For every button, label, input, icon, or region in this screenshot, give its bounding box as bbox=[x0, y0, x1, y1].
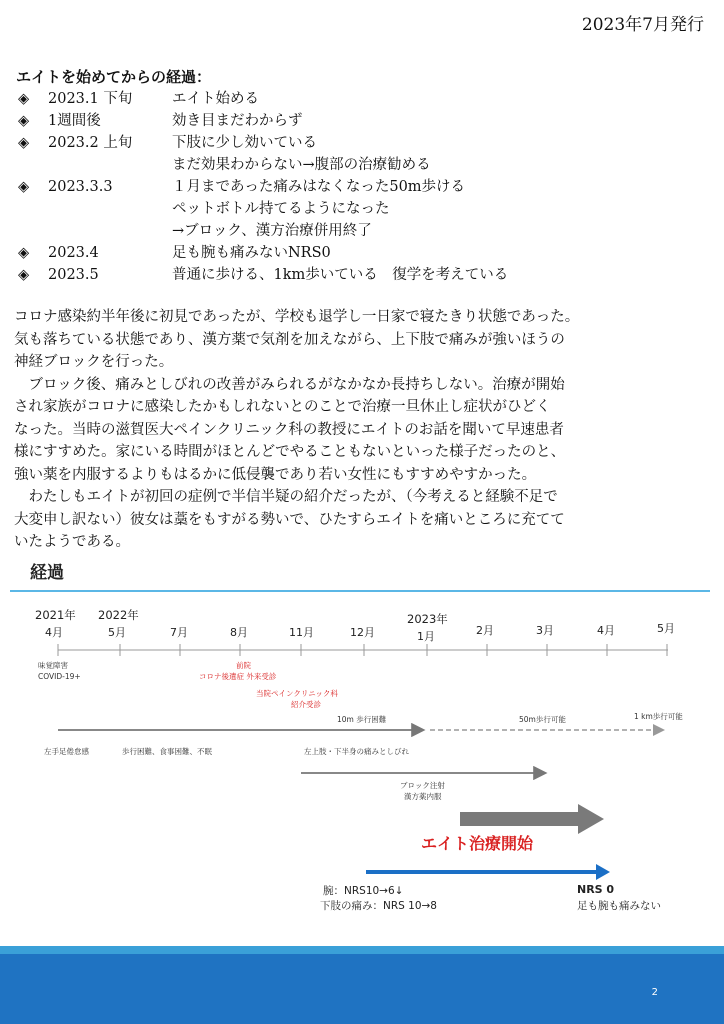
year-label: 2023年 bbox=[407, 612, 448, 626]
event-walk-1km: 1 km歩行可能 bbox=[634, 712, 683, 721]
entry-text: 効き目まだわからず bbox=[172, 113, 303, 129]
footer-accent-bar bbox=[0, 946, 724, 954]
entry-text-continued: ペットボトル持てるようになった bbox=[172, 201, 390, 217]
no-pain-label: 足も腕も痛みない bbox=[577, 900, 661, 912]
month-label: 11月 bbox=[289, 626, 314, 639]
event-numbness: 左上肢・下半身の痛みとしびれ bbox=[304, 747, 409, 756]
entry-text-continued: →ブロック、漢方治療併用終了 bbox=[172, 223, 372, 239]
paragraph-line: 大変申し訳ない）彼女は藁をもすがる勢いで、ひたすらエイトを痛いところに充てて bbox=[14, 511, 565, 528]
paragraph-line: 神経ブロックを行った。 bbox=[14, 354, 174, 370]
entry-text: 下肢に少し効いている bbox=[172, 135, 317, 151]
month-label: 7月 bbox=[170, 626, 188, 639]
event-walk-difficulty: 歩行困難、食事困難、不眠 bbox=[122, 747, 212, 756]
timeline-heading: エイトを始めてからの経過： bbox=[16, 68, 212, 86]
month-label: 2月 bbox=[476, 624, 494, 637]
month-label: 4月 bbox=[597, 624, 615, 637]
paragraph-line: コロナ感染約半年後に初見であったが、学校も退学し一日家で寝たきり状態であった。 bbox=[14, 309, 580, 325]
month-label: 4月 bbox=[45, 626, 63, 639]
page-number: 2 bbox=[651, 987, 658, 998]
paragraph-line: わたしもエイトが初回の症例で半信半疑の紹介だったが、（今考えると経験不足で bbox=[14, 489, 558, 505]
entry-text: 普通に歩ける、1km歩いている 復学を考えている bbox=[172, 267, 509, 283]
event-kampo: 漢方薬内服 bbox=[404, 792, 442, 801]
month-label: 8月 bbox=[230, 626, 248, 639]
diamond-bullet-icon: ◈ bbox=[18, 267, 30, 283]
event-walk-10m: 10m 歩行困難 bbox=[337, 715, 387, 724]
eight-therapy-start-label: エイト治療開始 bbox=[421, 834, 534, 853]
month-label: 5月 bbox=[657, 622, 675, 635]
diamond-bullet-icon: ◈ bbox=[18, 113, 30, 129]
event-leg-heavy: 左手足倦怠感 bbox=[44, 747, 89, 756]
diamond-bullet-icon: ◈ bbox=[18, 179, 30, 195]
event-taste: 味覚障害 bbox=[38, 661, 68, 670]
year-label: 2021年 bbox=[35, 608, 76, 622]
entry-date: 2023.3.3 bbox=[48, 179, 113, 195]
event-pain-clinic: 当院ペインクリニック科 bbox=[256, 689, 338, 698]
month-label: 3月 bbox=[536, 624, 554, 637]
figure-divider bbox=[10, 590, 710, 592]
nrs-arrow-head bbox=[596, 864, 610, 880]
paragraph bbox=[14, 306, 714, 554]
event-walk-50m: 50m歩行可能 bbox=[519, 715, 566, 724]
entry-text-continued: まだ効果わからない→腹部の治療勧める bbox=[172, 157, 431, 173]
entry-date: 2023.4 bbox=[48, 245, 99, 261]
paragraph-line: され家族がコロナに感染したかもしれないとのことで治療一旦休止し症状がひどく bbox=[14, 399, 551, 415]
paragraph-line: 様にすすめた。家にいる時間がほとんどでやることもないといった様子だったのと、 bbox=[14, 444, 566, 460]
event-pain-clinic-referral: 紹介受診 bbox=[291, 700, 321, 709]
eight-therapy-arrow bbox=[460, 804, 604, 834]
event-prev-hospital: 前院 bbox=[236, 661, 251, 670]
paragraph-line: 強い薬を内服するよりもはるかに低侵襲であり若い女性にもすすめやすかった。 bbox=[14, 466, 537, 483]
figure-title: 経過 bbox=[30, 563, 64, 583]
nrs-arm: 腕：NRS10→6↓ bbox=[323, 885, 404, 897]
month-label: 5月 bbox=[108, 626, 126, 639]
footer-band bbox=[0, 954, 724, 1024]
diamond-bullet-icon: ◈ bbox=[18, 91, 30, 107]
event-covid: COVID-19+ bbox=[38, 672, 81, 681]
entry-date: 2023.2 上旬 bbox=[48, 135, 133, 151]
course-timeline-figure bbox=[0, 596, 724, 926]
nrs-zero: NRS 0 bbox=[577, 883, 615, 896]
entry-date: 2023.5 bbox=[48, 267, 99, 283]
year-label: 2022年 bbox=[98, 608, 139, 622]
paragraph-line: ブロック後、痛みとしびれの改善がみられるがなかなか長持ちしない。治療が開始 bbox=[14, 376, 565, 393]
entry-text: エイト始める bbox=[172, 91, 259, 107]
event-prev-hospital-visit: コロナ後遺症 外来受診 bbox=[199, 672, 277, 681]
paragraph-line: なった。当時の滋賀医大ペインクリニック科の教授にエイトのお話を聞いて早速患者 bbox=[14, 421, 564, 438]
entry-date: 1週間後 bbox=[48, 113, 101, 129]
diamond-bullet-icon: ◈ bbox=[18, 135, 30, 151]
month-label: 12月 bbox=[350, 626, 375, 639]
paragraph-line: 気も落ちている状態であり、漢方薬で気剤を加えながら、上下肢で痛みが強いほうの bbox=[14, 331, 565, 348]
paragraph-line: いたようである。 bbox=[14, 534, 130, 550]
month-label: 1月 bbox=[417, 630, 435, 643]
nrs-leg: 下肢の痛み：NRS 10→8 bbox=[320, 900, 437, 912]
event-block-injection: ブロック注射 bbox=[400, 781, 445, 790]
entry-text: １月まであった痛みはなくなった50m歩ける bbox=[172, 179, 466, 195]
diamond-bullet-icon: ◈ bbox=[18, 245, 30, 261]
entry-date: 2023.1 下旬 bbox=[48, 91, 133, 107]
entry-text: 足も腕も痛みないNRS0 bbox=[172, 245, 331, 261]
issue-date: 2023年7月発行 bbox=[581, 15, 704, 35]
